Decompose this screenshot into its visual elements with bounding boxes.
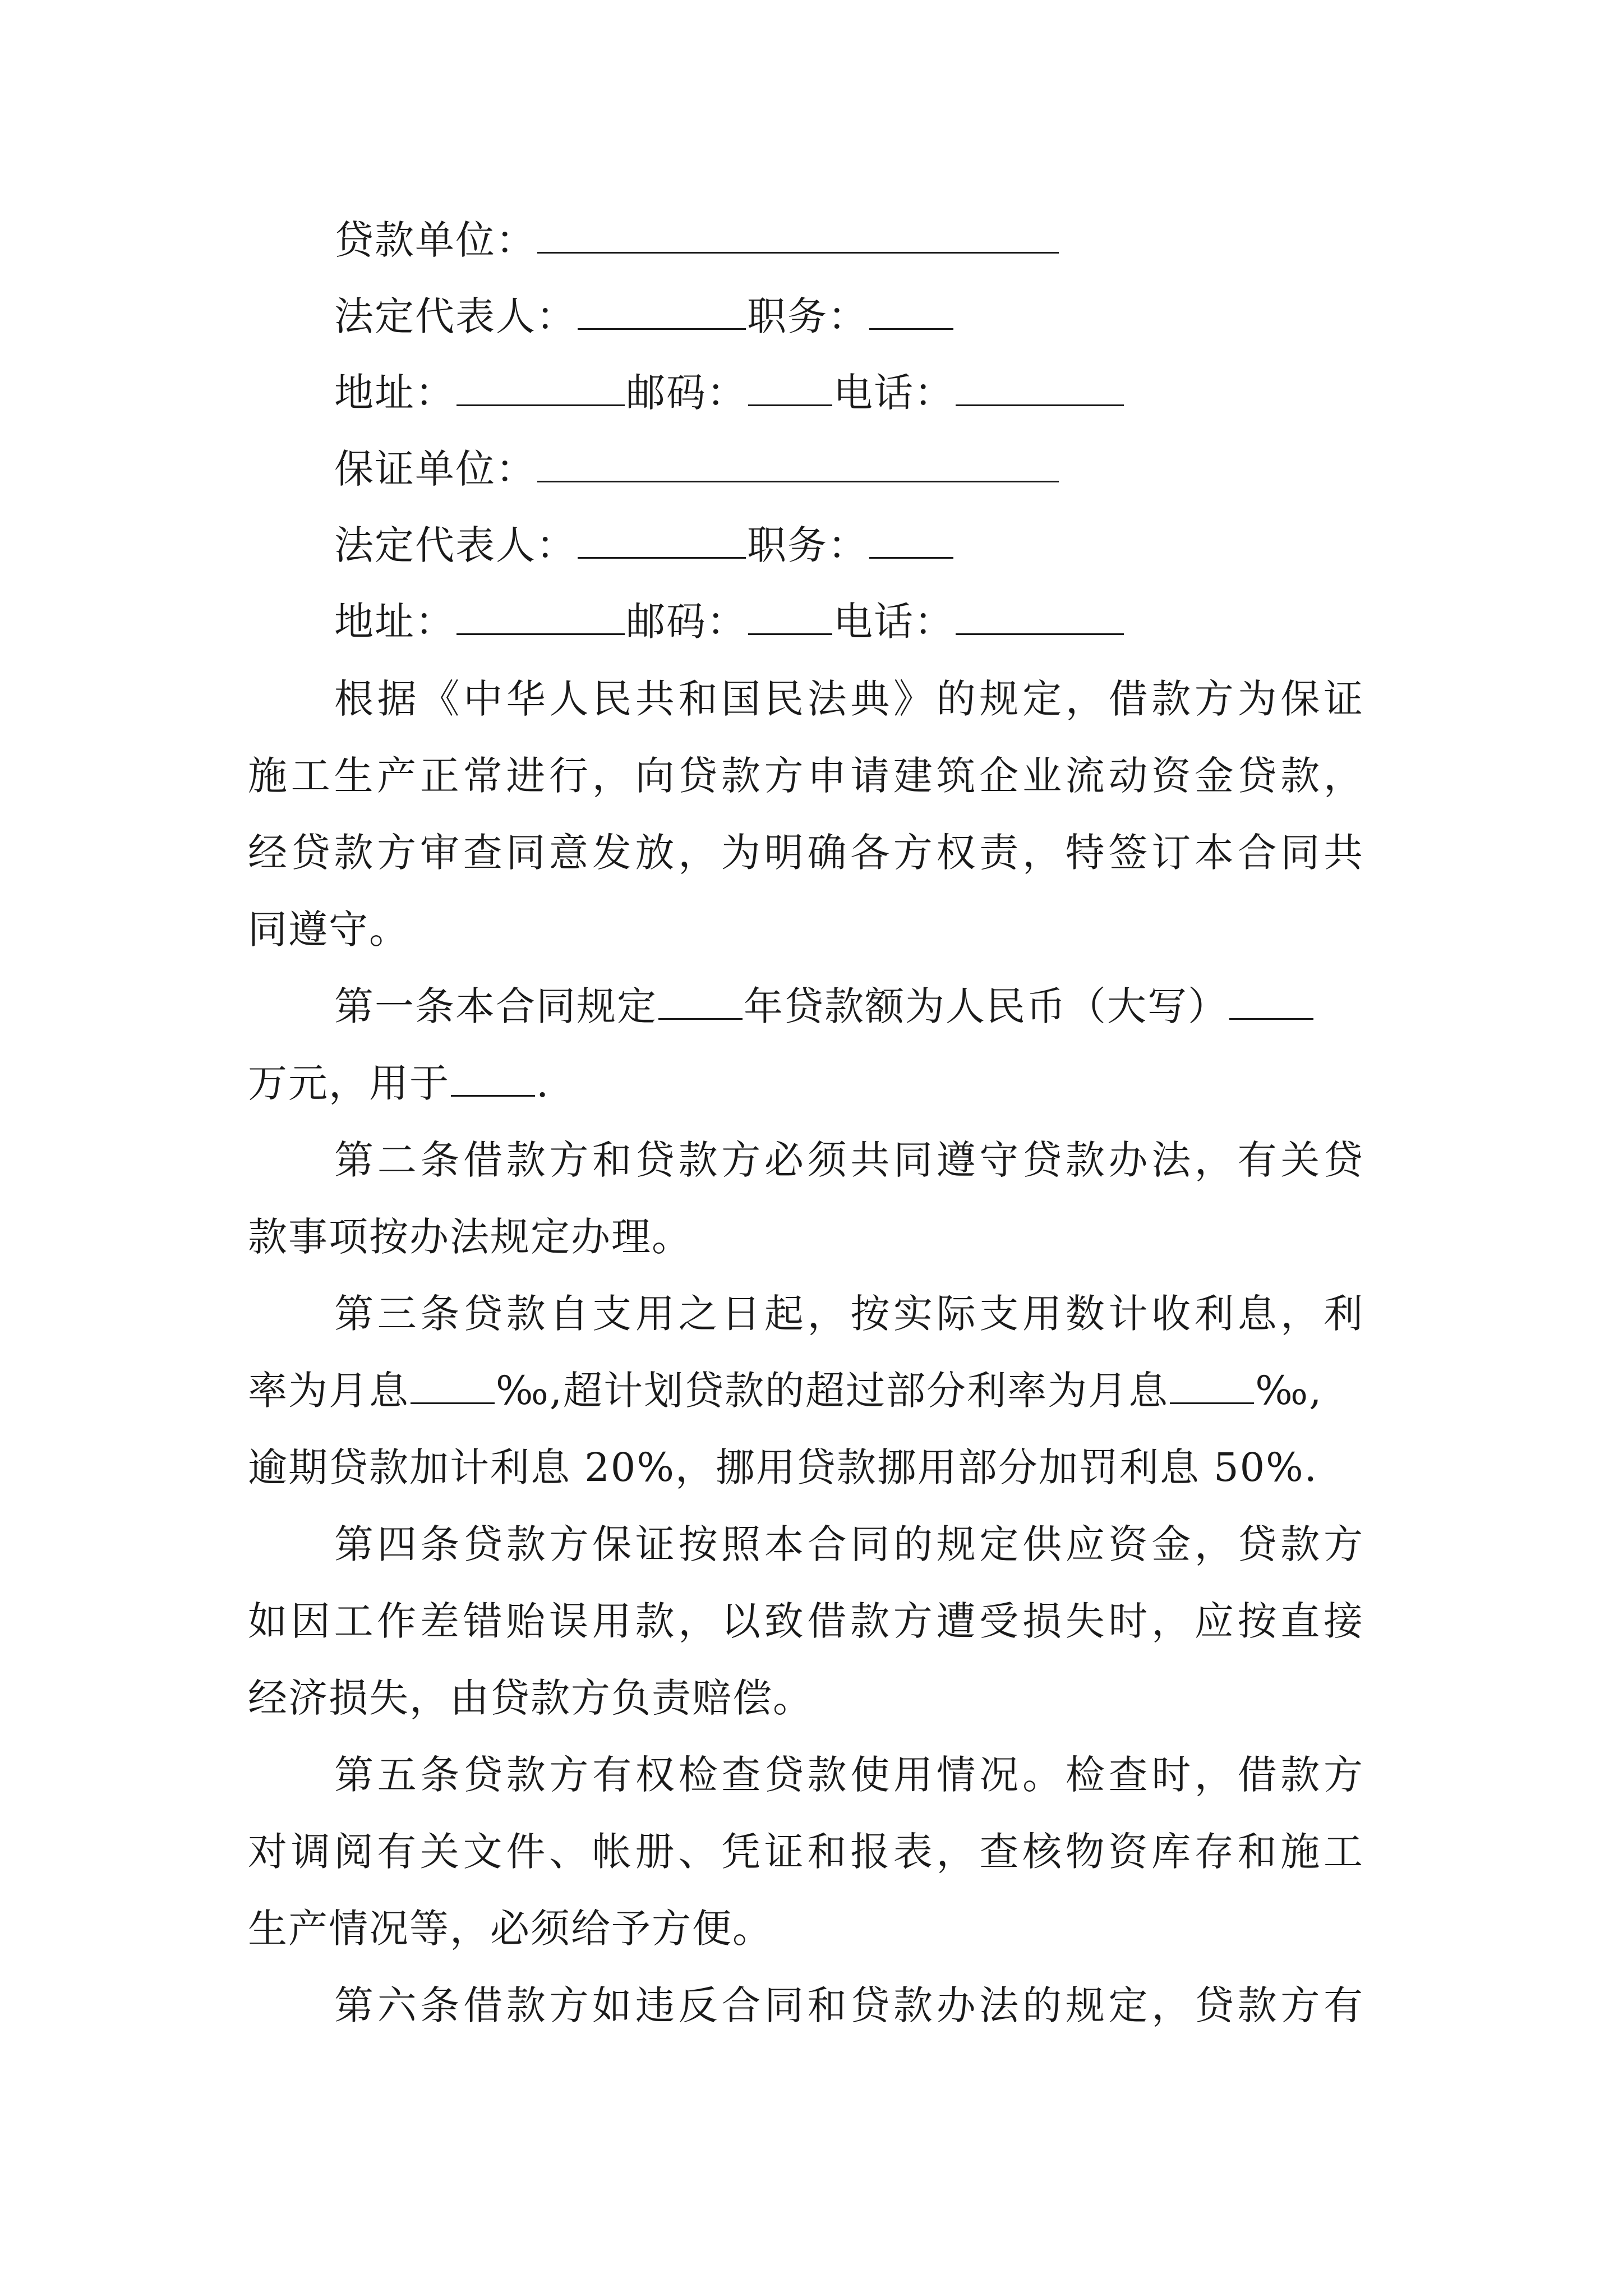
position-blank[interactable] (869, 293, 953, 330)
excess-rate-blank[interactable] (1170, 1368, 1254, 1404)
postcode-blank[interactable] (748, 599, 832, 635)
phone-label: 电话： (833, 599, 955, 645)
lender-label: 贷款单位： (334, 217, 536, 263)
address-label: 地址： (334, 370, 455, 416)
preamble-line-3: 经贷款方审查同意发放，为明确各方权责，特签订本合同共 (248, 830, 1364, 876)
legal-rep-label: 法定代表人： (334, 293, 577, 339)
article5-line-3: 生产情况等，必须给予方便。 (248, 1906, 773, 1952)
article1-line-1 (334, 978, 1315, 1034)
phone-blank[interactable] (956, 599, 1124, 635)
article3-line-3: 逾期贷款加计利息 20%，挪用贷款挪用部分加罚利息 50%. (248, 1444, 1318, 1490)
article1-text: 万元，用于 (248, 1060, 450, 1106)
article4-line-1: 第四条贷款方保证按照本合同的规定供应资金，贷款方 (334, 1521, 1364, 1567)
guarantor-label: 保证单位： (334, 446, 536, 492)
amount-blank[interactable] (1229, 983, 1313, 1020)
address-blank[interactable] (457, 599, 625, 635)
guarantor-line (334, 441, 1060, 497)
article1-text: 年贷款额为人民币（大写） (744, 983, 1228, 1029)
preamble-line-1: 根据《中华人民共和国民法典》的规定，借款方为保证 (334, 676, 1364, 722)
article3-text: ‰, (1255, 1368, 1323, 1414)
guarantor-address-line (334, 593, 1125, 650)
position-label: 职务： (747, 293, 868, 339)
postcode-label: 邮码： (626, 370, 747, 416)
lender-blank[interactable] (537, 217, 1059, 254)
article1-line-2 (248, 1055, 550, 1111)
article3-line-2 (248, 1363, 1322, 1419)
address-blank[interactable] (457, 370, 625, 406)
phone-blank[interactable] (956, 370, 1124, 406)
guarantor-rep-line (334, 517, 955, 573)
article6-line-1: 第六条借款方如违反合同和贷款办法的规定，贷款方有 (334, 1982, 1364, 2028)
article2-line-1: 第二条借款方和贷款方必须共同遵守贷款办法，有关贷 (334, 1137, 1364, 1183)
year-blank[interactable] (658, 983, 743, 1020)
article5-line-2: 对调阅有关文件、帐册、凭证和报表，查核物资库存和施工 (248, 1829, 1364, 1875)
legal-rep-label: 法定代表人： (334, 522, 577, 568)
lender-address-line (334, 365, 1125, 421)
position-blank[interactable] (869, 522, 953, 559)
purpose-blank[interactable] (451, 1060, 535, 1097)
article3-line-1: 第三条贷款自支用之日起，按实际支用数计收利息，利 (334, 1291, 1364, 1337)
preamble-line-2: 施工生产正常进行，向贷款方申请建筑企业流动资金贷款， (248, 753, 1364, 799)
address-label: 地址： (334, 599, 455, 645)
guarantor-blank[interactable] (537, 446, 1059, 482)
legal-rep-blank[interactable] (578, 293, 746, 330)
postcode-blank[interactable] (748, 370, 832, 406)
postcode-label: 邮码： (626, 599, 747, 645)
article4-line-2: 如因工作差错贻误用款，以致借款方遭受损失时，应按直接 (248, 1598, 1364, 1644)
lender-rep-line (334, 288, 955, 344)
article1-text: 第一条本合同规定 (334, 983, 657, 1029)
article1-text: . (536, 1060, 550, 1106)
lender-line (334, 212, 1060, 268)
preamble-line-4: 同遵守。 (248, 907, 409, 953)
position-label: 职务： (747, 522, 868, 568)
article2-line-2: 款事项按办法规定办理。 (248, 1214, 692, 1260)
phone-label: 电话： (833, 370, 955, 416)
legal-rep-blank[interactable] (578, 522, 746, 559)
rate-blank[interactable] (411, 1368, 495, 1404)
article4-line-3: 经济损失，由贷款方负责赔偿。 (248, 1675, 813, 1721)
article5-line-1: 第五条贷款方有权检查贷款使用情况。检查时，借款方 (334, 1752, 1364, 1798)
article3-text: ‰,超计划贷款的超过部分利率为月息 (496, 1368, 1169, 1414)
article3-text: 率为月息 (248, 1368, 409, 1414)
